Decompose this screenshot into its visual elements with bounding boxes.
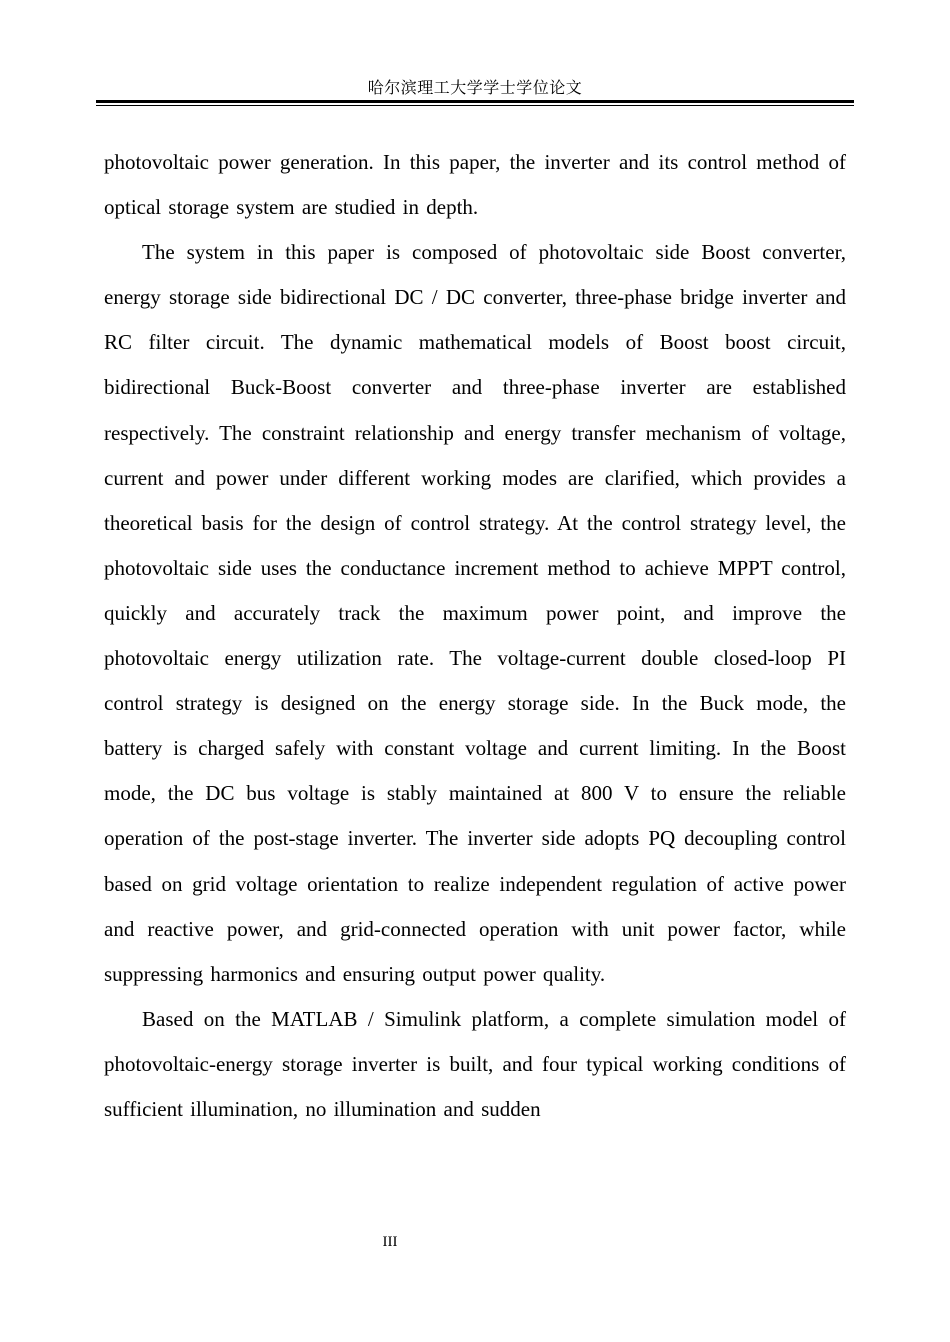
header-rule-thin <box>96 105 854 106</box>
page-number: III <box>382 1234 398 1250</box>
abstract-body <box>104 140 846 1132</box>
page-header-title: 哈尔滨理工大学学士学位论文 <box>367 80 583 97</box>
paragraph-system-description: The system in this paper is composed of photovoltaic side Boost converter, energy storage side bidirectional DC / DC converter, three-phase bridge inverter and RC filter circuit. The dynamic mathematical models of Boost boost circuit, bidirectional Buck-Boost converter and three-phase inverter are established respectively. The constraint relationship and energy transfer mechanism of voltage, current and power under different working modes are clarified, which provides a theoretical basis for the design of control strategy. At the control strategy level, the photovoltaic side uses the conductance increment method to achieve MPPT control, quickly and accurately track the maximum power point, and improve the photovoltaic energy utilization rate. The voltage-current double closed-loop PI control strategy is designed on the energy storage side. In the Buck mode, the battery is charged safely with constant voltage and current limiting. In the Boost mode, the DC bus voltage is stably maintained at 800 V to ensure the reliable operation of the post-stage inverter. The inverter side adopts PQ decoupling control based on grid voltage orientation to realize independent regulation of active power and reactive power, and grid-connected operation with unit power factor, while suppressing harmonics and ensuring output power quality. <box>104 240 846 986</box>
header-rule-thick <box>96 100 854 103</box>
paragraph-continuation: photovoltaic power generation. In this paper, the inverter and its control method of optical storage system are studied in depth. <box>104 150 846 220</box>
paragraph-simulation: Based on the MATLAB / Simulink platform, a complete simulation model of photovoltaic-energy storage inverter is built, and four typical working conditions of sufficient illumination, no illumination and sudden <box>104 1006 846 1121</box>
